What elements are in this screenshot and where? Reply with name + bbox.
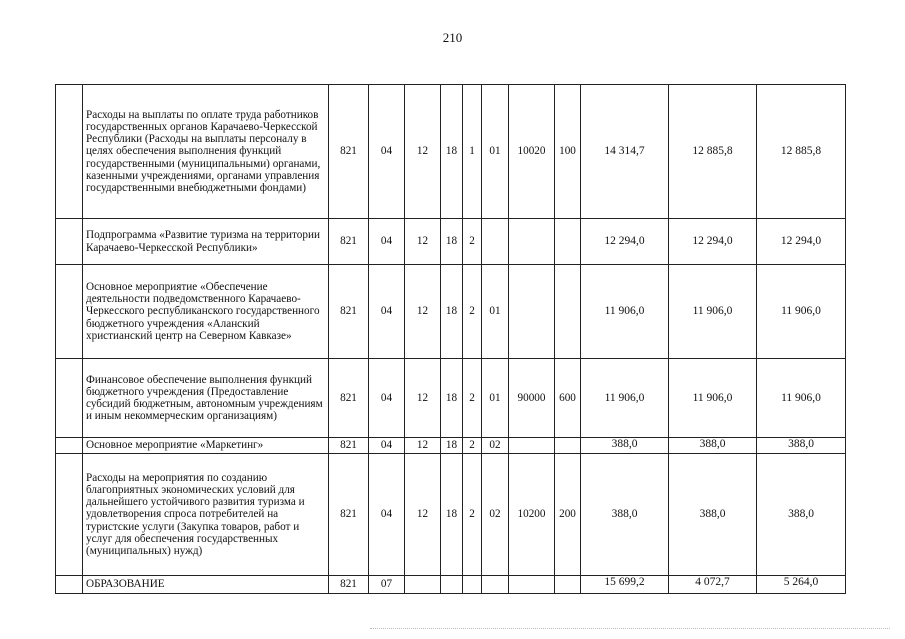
amount-year-2: 388,0 (669, 438, 757, 454)
row-name: Основное мероприятие «Обеспечение деятельности подведомственного Карачаево-Черкесского республиканского государственного бюджетного учреждения «Аланский христианский центр на Северном Кавказе» (83, 265, 329, 359)
amount-year-3: 12 885,8 (757, 85, 846, 219)
amount-year-2: 11 906,0 (669, 265, 757, 359)
expense-type-code: 600 (555, 359, 581, 438)
amount-year-3: 5 264,0 (757, 576, 846, 594)
ministry-code: 821 (329, 576, 369, 594)
direction-code (509, 576, 555, 594)
event-code: 02 (482, 438, 509, 454)
amount-year-2: 12 885,8 (669, 85, 757, 219)
amount-year-3: 388,0 (757, 454, 846, 576)
program-code: 18 (441, 438, 463, 454)
program-code (441, 576, 463, 594)
ministry-code: 821 (329, 85, 369, 219)
row-marker-cell (56, 265, 83, 359)
event-code (482, 219, 509, 265)
subprogram-code: 2 (463, 359, 482, 438)
table-row (56, 359, 846, 438)
amount-year-2: 11 906,0 (669, 359, 757, 438)
subprogram-code: 1 (463, 85, 482, 219)
budget-table (55, 84, 846, 594)
event-code: 02 (482, 454, 509, 576)
subsection-code: 12 (405, 359, 441, 438)
section-code: 04 (369, 438, 405, 454)
amount-year-3: 11 906,0 (757, 265, 846, 359)
amount-year-1: 11 906,0 (581, 265, 669, 359)
subprogram-code (463, 576, 482, 594)
subprogram-code: 2 (463, 454, 482, 576)
program-code: 18 (441, 454, 463, 576)
direction-code (509, 438, 555, 454)
row-marker-cell (56, 438, 83, 454)
ministry-code: 821 (329, 219, 369, 265)
expense-type-code (555, 219, 581, 265)
amount-year-1: 14 314,7 (581, 85, 669, 219)
row-marker-cell (56, 219, 83, 265)
row-name: Подпрограмма «Развитие туризма на территории Карачаево-Черкесской Республики» (83, 219, 329, 265)
program-code: 18 (441, 85, 463, 219)
scan-artifact-line (370, 628, 890, 629)
section-code: 04 (369, 265, 405, 359)
direction-code: 10020 (509, 85, 555, 219)
table-row (56, 219, 846, 265)
row-name: Расходы на мероприятия по созданию благоприятных экономических условий для дальнейшего устойчивого развития туризма и удовлетворения спроса потребителей на туристские услуги (Закупка товаров, работ и услуг для обеспечения государственных (муниципальных) нужд) (83, 454, 329, 576)
ministry-code: 821 (329, 359, 369, 438)
event-code: 01 (482, 265, 509, 359)
direction-code (509, 265, 555, 359)
section-code: 04 (369, 454, 405, 576)
subprogram-code: 2 (463, 438, 482, 454)
table-row (56, 438, 846, 454)
event-code: 01 (482, 85, 509, 219)
program-code: 18 (441, 359, 463, 438)
amount-year-3: 11 906,0 (757, 359, 846, 438)
program-code: 18 (441, 265, 463, 359)
row-marker-cell (56, 576, 83, 594)
table-row (56, 85, 846, 219)
amount-year-2: 4 072,7 (669, 576, 757, 594)
direction-code: 10200 (509, 454, 555, 576)
ministry-code: 821 (329, 454, 369, 576)
expense-type-code (555, 438, 581, 454)
amount-year-1: 15 699,2 (581, 576, 669, 594)
amount-year-3: 388,0 (757, 438, 846, 454)
amount-year-1: 12 294,0 (581, 219, 669, 265)
table-row (56, 265, 846, 359)
row-marker-cell (56, 359, 83, 438)
subsection-code: 12 (405, 85, 441, 219)
ministry-code: 821 (329, 265, 369, 359)
section-code: 04 (369, 359, 405, 438)
subprogram-code: 2 (463, 265, 482, 359)
subsection-code: 12 (405, 454, 441, 576)
subsection-code (405, 576, 441, 594)
amount-year-2: 12 294,0 (669, 219, 757, 265)
expense-type-code: 100 (555, 85, 581, 219)
row-marker-cell (56, 85, 83, 219)
row-name: Расходы на выплаты по оплате труда работников государственных органов Карачаево-Черкесской Республики (Расходы на выплаты персоналу в целях обеспечения выполнения функций государственными (муниципальными) органами, казенными учреждениями, органами управления государственными внебюджетными фондами) (83, 85, 329, 219)
subsection-code: 12 (405, 219, 441, 265)
expense-type-code: 200 (555, 454, 581, 576)
row-name: Основное мероприятие «Маркетинг» (83, 438, 329, 454)
direction-code: 90000 (509, 359, 555, 438)
event-code: 01 (482, 359, 509, 438)
ministry-code: 821 (329, 438, 369, 454)
page-number: 210 (442, 30, 463, 45)
amount-year-1: 388,0 (581, 454, 669, 576)
amount-year-1: 11 906,0 (581, 359, 669, 438)
subsection-code: 12 (405, 438, 441, 454)
subprogram-code: 2 (463, 219, 482, 265)
amount-year-1: 388,0 (581, 438, 669, 454)
row-name: ОБРАЗОВАНИЕ (83, 576, 329, 594)
event-code (482, 576, 509, 594)
direction-code (509, 219, 555, 265)
row-name: Финансовое обеспечение выполнения функций бюджетного учреждения (Предоставление субсидий бюджетным, автономным учреждениям и иным некоммерческим организациям) (83, 359, 329, 438)
subsection-code: 12 (405, 265, 441, 359)
table-row (56, 454, 846, 576)
expense-type-code (555, 265, 581, 359)
program-code: 18 (441, 219, 463, 265)
section-code: 04 (369, 219, 405, 265)
amount-year-3: 12 294,0 (757, 219, 846, 265)
section-code: 04 (369, 85, 405, 219)
section-code: 07 (369, 576, 405, 594)
table-row (56, 576, 846, 594)
expense-type-code (555, 576, 581, 594)
budget-table-body (56, 85, 846, 594)
amount-year-2: 388,0 (669, 454, 757, 576)
row-marker-cell (56, 454, 83, 576)
